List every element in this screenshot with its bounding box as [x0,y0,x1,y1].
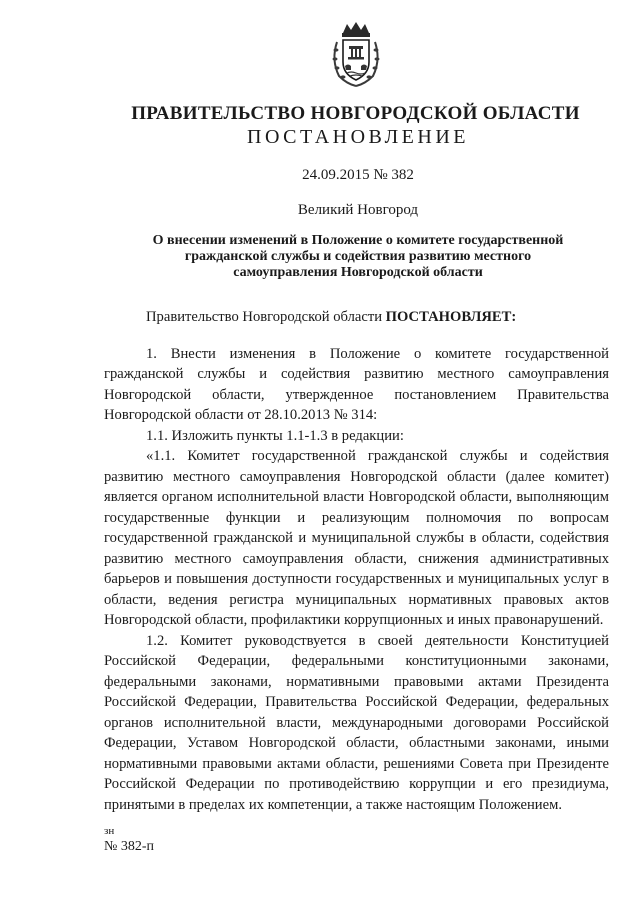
document-type: ПОСТАНОВЛЕНИЕ [247,126,469,148]
document-footer [104,825,154,855]
preamble-bold: ПОСТАНОВЛЯЕТ: [385,309,517,325]
preamble [104,307,609,328]
subject-line: самоуправления Новгородской области [233,265,483,280]
subject-line: гражданской службы и содействия развитию местного [184,249,532,264]
subject-line: О внесении изменений в Положение о комитете государственной [152,233,564,248]
document-city: Великий Новгород [297,202,419,218]
coat-of-arms-icon [329,20,383,90]
government-title: ПРАВИТЕЛЬСТВО НОВГОРОДСКОЙ ОБЛАСТИ [131,103,580,124]
paragraph: 1. Внести изменения в Положение о комитете государственной гражданской службы и содействия развитию местного самоуправления Новгородской области, утвержденное постановлением Правительства Новгородской области от 28.10.2013 № 314: [104,345,609,423]
executor-initials: зн [104,825,115,837]
paragraph: 1.1. Изложить пункты 1.1-1.3 в редакции: [146,427,404,444]
document-body [104,307,609,815]
footer-document-number: № 382-п [104,839,155,854]
document-subject [140,233,576,281]
paragraph: «1.1. Комитет государственной гражданской службы и содействия развитию местного самоуправления Новгородской области (далее комитет) является органом исполнительной власти Новгородской области, выполняющим государственные функции и реализующим полномочия по вопросам государственной гражданской и муниципальной службы в области, содействия развитию местного самоуправления области, снижения административных барьеров и повышения доступности государственных и муниципальных услуг в области, ведения регистра муниципальных нормативных правовых актов Новгородской области, профилактики коррупционных и иных правонарушений. [104,448,609,628]
paragraph: 1.2. Комитет руководствуется в своей деятельности Конституцией Российской Федерации, федеральными конституционными законами, федеральными законами, нормативными правовыми актами Президента Российской Федерации, Правительства Российской Федерации, федеральных органов исполнительной власти, международными договорами Российской Федерации, Уставом Новгородской области, областными законами, иными нормативными правовыми актами области, решениями Совета при Президенте Российской Федерации по противодействию коррупции и его президиума, принятыми в пределах их компетенции, а также настоящим Положением. [104,632,609,813]
document-date-number: 24.09.2015 № 382 [302,167,414,183]
preamble-text: Правительство Новгородской области [146,309,386,325]
